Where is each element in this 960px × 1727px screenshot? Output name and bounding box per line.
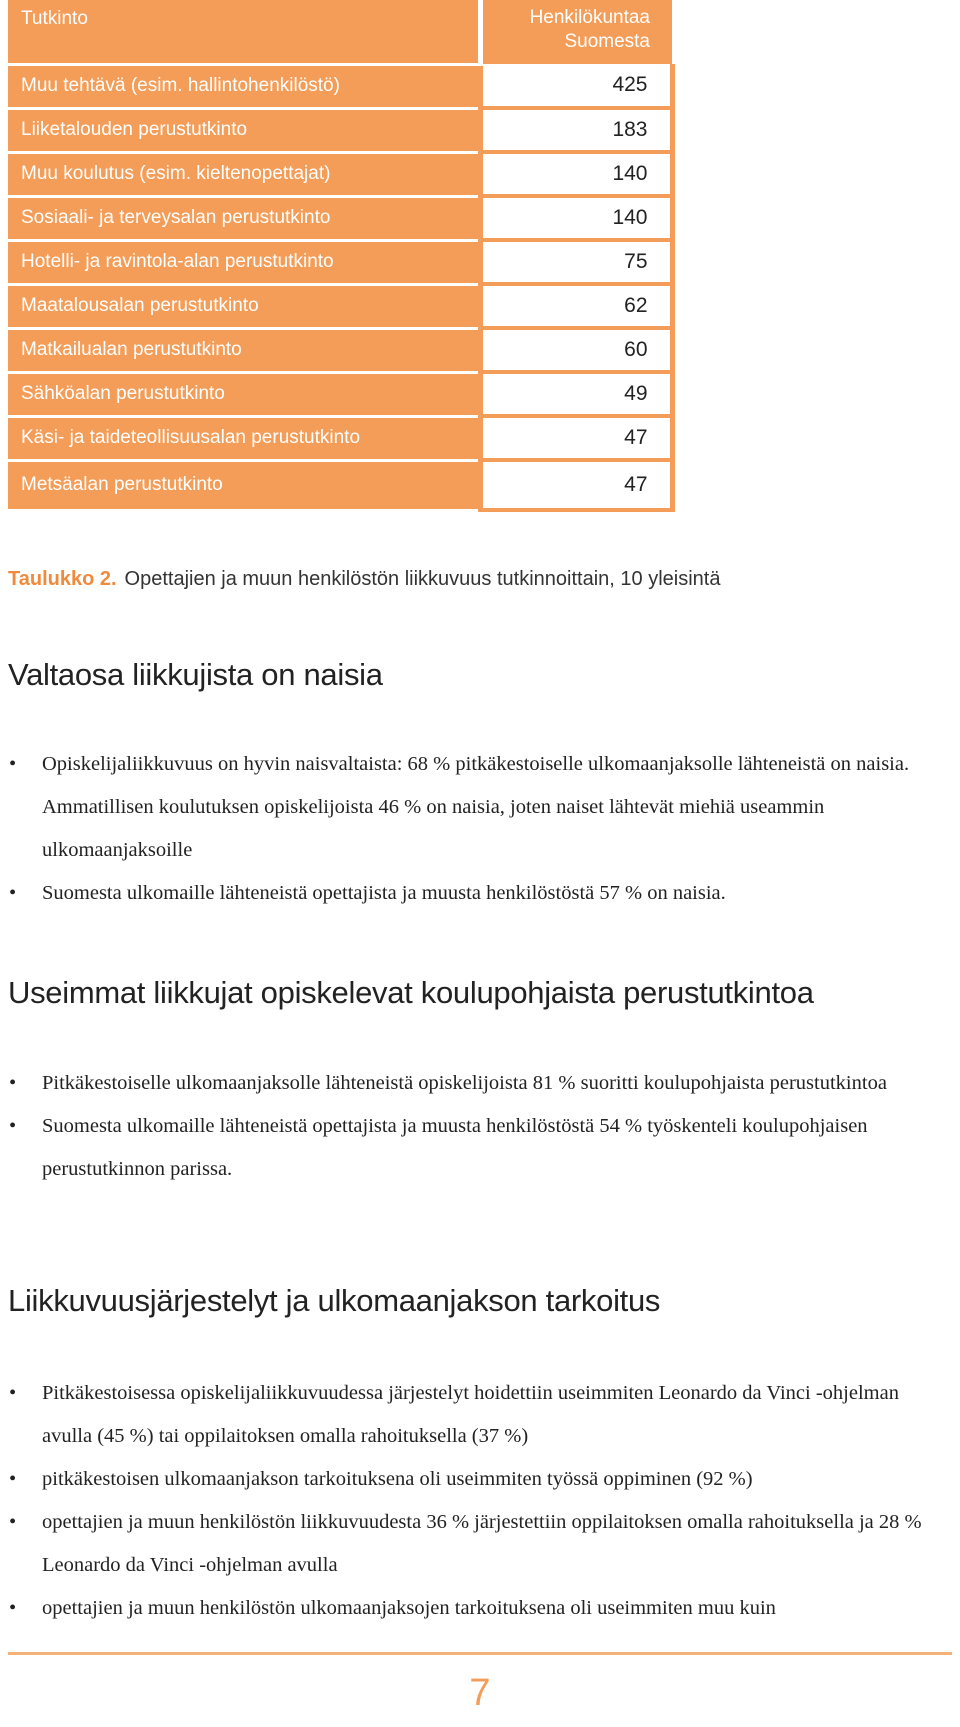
bullet-item: • Pitkäkestoiselle ulkomaanjaksolle lähteneistä opiskelijoista 81 % suoritti koulupohjaista perustutkintoa — [8, 1062, 953, 1105]
table-caption — [8, 568, 720, 591]
row-label: Matkailualan perustutkinto — [8, 328, 480, 372]
header-line-1: Henkilökuntaa — [529, 7, 650, 28]
row-value: 60 — [480, 328, 672, 372]
table-row — [8, 328, 672, 372]
table-header-tutkinto: Tutkinto — [8, 0, 480, 64]
bullet-item: • opettajien ja muun henkilöstön ulkomaanjaksojen tarkoituksena oli useimmiten muu kuin — [8, 1587, 953, 1630]
page-number: 7 — [469, 1672, 491, 1714]
table-row — [8, 64, 672, 108]
footer-divider — [8, 1652, 952, 1655]
row-label: Maatalousalan perustutkinto — [8, 284, 480, 328]
bullet-item: • pitkäkestoisen ulkomaanjakson tarkoituksena oli useimmiten työssä oppiminen (92 %) — [8, 1458, 953, 1501]
bullet-item: • Suomesta ulkomaille lähteneistä opettajista ja muusta henkilöstöstä 57 % on naisia. — [8, 872, 953, 915]
table-row — [8, 284, 672, 328]
row-label: Käsi- ja taideteollisuusalan perustutkinto — [8, 416, 480, 460]
row-label: Muu koulutus (esim. kieltenopettajat) — [8, 152, 480, 196]
table-row — [8, 108, 672, 152]
table-row — [8, 460, 672, 510]
table-header-row — [8, 0, 672, 64]
bullet-item: • Pitkäkestoisessa opiskelijaliikkuvuudessa järjestelyt hoidettiin useimmiten Leonardo da Vinci -ohjelman avulla (45 %) tai oppilaitoksen omalla rahoituksella (37 %) — [8, 1372, 953, 1458]
row-label: Metsäalan perustutkinto — [8, 460, 480, 510]
bullet-item: • opettajien ja muun henkilöstön liikkuvuudesta 36 % järjestettiin oppilaitoksen omalla rahoituksella ja 28 % Leonardo da Vinci -ohjelman avulla — [8, 1501, 953, 1587]
bullet-list — [8, 1062, 953, 1191]
bullet-item: • Opiskelijaliikkuvuus on hyvin naisvaltaista: 68 % pitkäkestoiselle ulkomaanjaksolle lähteneistä on naisia. Ammatillisen koulutuksen opiskelijoista 46 % on naisia, joten naiset lähtevät miehiä useammin ulkomaanjaksoille — [8, 743, 953, 872]
bullet-item: • Suomesta ulkomaille lähteneistä opettajista ja muusta henkilöstöstä 54 % työskenteli koulupohjaisen perustutkinnon parissa. — [8, 1105, 953, 1191]
row-value: 47 — [480, 416, 672, 460]
row-value: 140 — [480, 152, 672, 196]
section-heading: Liikkuvuusjärjestelyt ja ulkomaanjakson tarkoitus — [8, 1283, 661, 1318]
bullet-list — [8, 1372, 953, 1630]
row-label: Muu tehtävä (esim. hallintohenkilöstö) — [8, 64, 480, 108]
row-value: 47 — [480, 460, 672, 510]
bullet-list — [8, 743, 953, 915]
table-row — [8, 196, 672, 240]
table-row — [8, 240, 672, 284]
table-row — [8, 152, 672, 196]
row-value: 62 — [480, 284, 672, 328]
header-line-2: Suomesta — [564, 31, 650, 52]
row-value: 425 — [480, 64, 672, 108]
row-value: 183 — [480, 108, 672, 152]
row-value: 75 — [480, 240, 672, 284]
row-label: Sähköalan perustutkinto — [8, 372, 480, 416]
section-heading: Valtaosa liikkujista on naisia — [8, 657, 383, 692]
table-row — [8, 372, 672, 416]
row-value: 140 — [480, 196, 672, 240]
caption-text: Opettajien ja muun henkilöstön liikkuvuus tutkinnoittain, 10 yleisintä — [124, 568, 721, 590]
section-heading: Useimmat liikkujat opiskelevat koulupohjaista perustutkintoa — [8, 975, 814, 1010]
caption-label: Taulukko 2. — [8, 568, 117, 590]
row-label: Hotelli- ja ravintola-alan perustutkinto — [8, 240, 480, 284]
row-label: Sosiaali- ja terveysalan perustutkinto — [8, 196, 480, 240]
data-table — [8, 0, 675, 512]
row-label: Liiketalouden perustutkinto — [8, 108, 480, 152]
table-row — [8, 416, 672, 460]
row-value: 49 — [480, 372, 672, 416]
table-header-henkilokuntaa — [480, 0, 672, 64]
